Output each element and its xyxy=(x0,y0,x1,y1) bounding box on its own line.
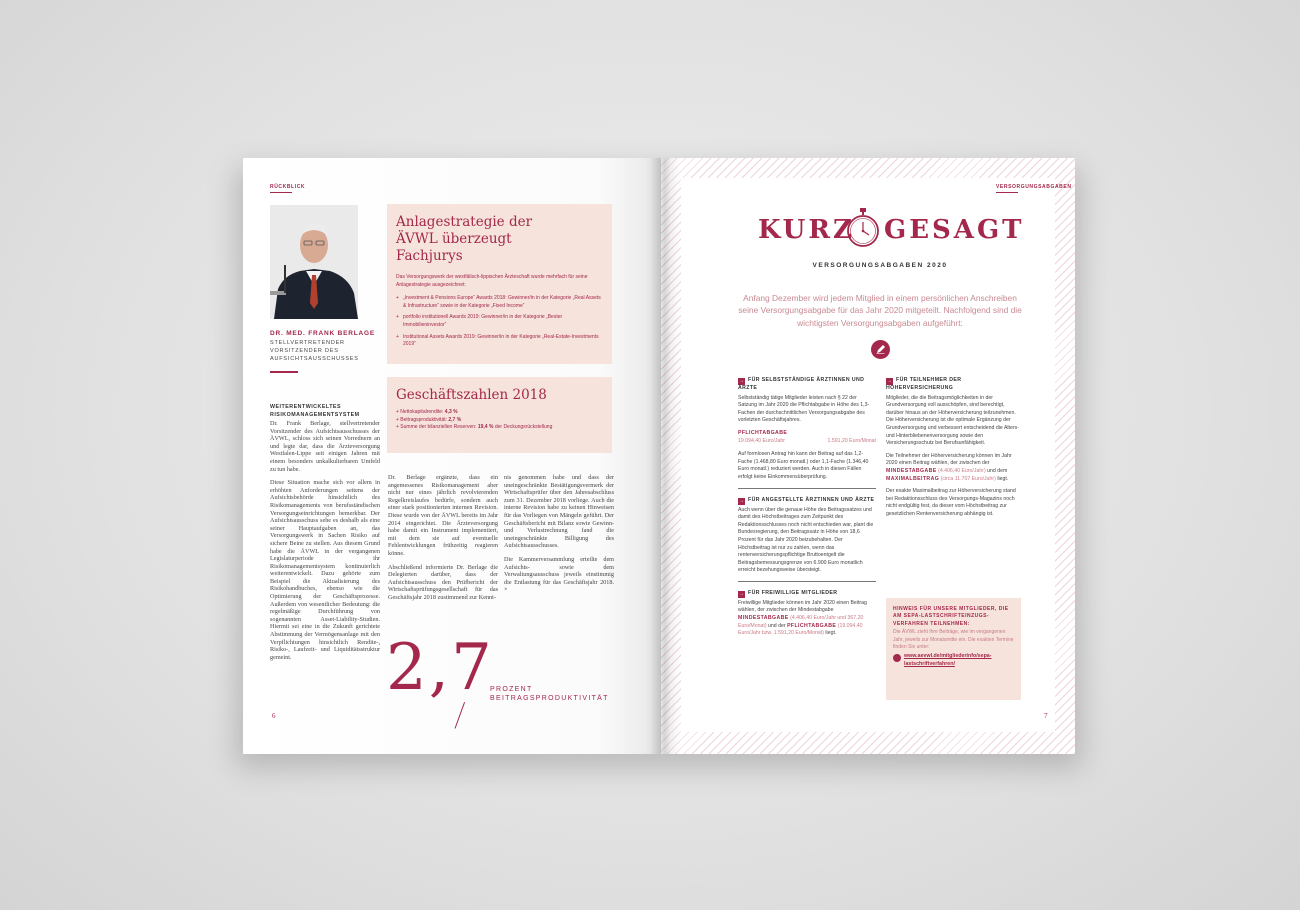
paragraph: Selbstständig tätige Mitglieder leisten nach § 22 der Satzung im Jahr 2020 die Pflichtabgabe in Höhe des 1,3-Fachen der durchschnittlichen Versorgungsabgabe des vorletzten Geschäftsjahres. xyxy=(738,394,870,424)
block-heading-text: FÜR FREIWILLIGE MITGLIEDER xyxy=(748,589,838,596)
stopwatch-icon xyxy=(846,208,880,248)
arrow-icon: → xyxy=(886,378,893,384)
awards-box-intro: Das Versorgungswerk der westfälisch-lippischen Ärzteschaft wurde mehrfach für seine Anlagestrategie ausgezeichnet: xyxy=(396,274,588,288)
hint-text: Die ÄVWL zieht Ihre Beiträge, wie im vergangenen Jahr, jeweils zur Monatsmitte ein. Die exakten Termine finden Sie unter: xyxy=(893,629,1014,651)
article-column-2 xyxy=(388,474,498,608)
paragraph: nis genommen habe und dass der uneingeschränkte Bestätigungsvermerk der Wirtschaftsprüfer über den Jahresabschluss zum 31. Dezember 2018 vorliege. Auch die interne Revision habe zu keinen Hinweisen für das Vorliegen von Mängeln geführt. Der Geschäftsbericht mit Bilanz sowie Gewinn- und Verlustrechnung fand die uneingeschränkte Billigung des Aufsichtsausschusses. xyxy=(504,474,614,550)
column-right xyxy=(886,377,1021,524)
text: und dem xyxy=(987,467,1008,474)
figures-item-suffix: der Deckungsrückstellung xyxy=(494,424,553,431)
awards-item: + portfolio institutionell Awards 2019: Gewinner/in in der Kategorie „Bester Immobilieninvestor“ xyxy=(396,314,563,328)
caption-name: DR. MED. FRANK BERLAGE xyxy=(270,330,375,337)
hint-link-row xyxy=(893,653,1014,668)
figures-box xyxy=(387,377,612,453)
paragraph xyxy=(886,453,1021,483)
awards-item: + „Investment & Pensions Europe“ Awards 2018: Gewinner/in in der Kategorie „Real Assets & Infrastructure“ sowie in der Kategorie „Fixed Income“ xyxy=(396,295,601,309)
big-label-line-1: PROZENT xyxy=(490,686,533,693)
value: (circa 11.707 Euro/Jahr) xyxy=(940,475,996,482)
value: (4.406,40 Euro/Jahr) xyxy=(938,467,986,474)
value: (4.406,40 Euro/Jahr und 367,20 Euro/Monat) xyxy=(738,615,864,629)
title-gesagt: GESAGT xyxy=(884,215,1025,245)
awards-item-text: Institutional Assets Awards 2019: Gewinner/in in der Kategorie „Real-Estate-Investments 2019“ xyxy=(403,333,599,348)
portrait-illustration xyxy=(270,205,358,319)
label-pflichtabgabe: PFLICHTABGABE xyxy=(787,622,837,629)
sepa-link[interactable]: www.aevwl.de/mitgliederinfo/sepa-lastschriftverfahren/ xyxy=(904,653,992,668)
subhead-risk: WEITERENTWICKELTES RISIKOMANAGEMENTSYSTEM xyxy=(270,404,360,418)
text: Die Teilnehmer der Höherversicherung können im Jahr 2020 einen Beitrag wählen, der zwischen der xyxy=(886,452,1012,467)
sepa-hint-box xyxy=(886,598,1021,700)
divider xyxy=(738,488,876,489)
paragraph: Die Kammerversammlung erteilte dem Aufsichts- sowie dem Verwaltungsausschuss jeweils einstimmig die Entlastung für das Geschäftsjahr 2018. × xyxy=(504,555,614,594)
caption-divider xyxy=(270,371,298,373)
awards-item: + Institutional Assets Awards 2019: Gewinner/in in der Kategorie „Real-Estate-Investments 2019“ xyxy=(396,333,599,348)
label-pflichtabgabe: PFLICHTABGABE xyxy=(738,429,788,436)
block-heading-text: FÜR ANGESTELLTE ÄRZTINNEN UND ÄRZTE xyxy=(748,496,875,503)
figures-item xyxy=(396,424,603,432)
hint-heading: HINWEIS FÜR UNSERE MITGLIEDER, DIE AM SEPA-LASTSCHRIFTEINZUGS-VERFAHREN TEILNEHMEN: xyxy=(893,606,1009,627)
big-number: 2,7 xyxy=(386,631,494,705)
paragraph: Auf formlosen Antrag hin kann der Beitrag auf das 1,2-Fache (1.468,80 Euro monatl.) oder 1,1-Fache (1.346,40 Euro monatl.) reduziert werden. Auch in diesen Fällen erfolgt keine Einkommensüberprüfung. xyxy=(738,451,869,480)
caption-role: STELLVERTRETENDER VORSITZENDER DES AUFSICHTSAUSSCHUSSES xyxy=(270,340,359,363)
arrow-icon: → xyxy=(738,378,745,384)
awards-box xyxy=(387,204,612,364)
paragraph: Mitglieder, die die Beitragsmöglichkeiten in der Grundversorgung voll ausschöpfen, sind berechtigt, darüber hinaus an der Höherversicherung teilzunehmen. Die Höherversicherung ist die optimale Ergänzung der Grundversorgung und verbessert entscheidend die Alters- und Hinterbliebenenversorgung sowie den Versicherungsschutz bei Berufsunfähigkeit. xyxy=(886,394,1019,447)
freiwillige-text xyxy=(738,600,876,638)
awards-item-text: „Investment & Pensions Europe“ Awards 2018: Gewinner/in in der Kategorie „Real Assets & Infrastructure“ sowie in der Kategorie „Fixed Income“ xyxy=(403,295,601,309)
text: liegt. xyxy=(997,475,1009,482)
title-kurz: KURZ xyxy=(758,215,855,245)
page-number-left: 6 xyxy=(272,712,276,720)
paragraph: Dr. Frank Berlage, stellvertretender Vorsitzender des Aufsichtsausschusses der ÄVWL, schloss sich seinen Vorrednern an und legte dar, dass die Ärzteversorgung Westfalen-Lippe seit einigen Jahren mit einem besonders unkalkulierbaren Umfeld zu tun habe. xyxy=(270,420,380,473)
value-year: 19.094,40 Euro/Jahr xyxy=(738,437,786,444)
block-heading-text: FÜR TEILNEHMER DER HÖHERVERSICHERUNG xyxy=(886,377,962,391)
figures-box-title: Geschäftszahlen 2018 xyxy=(396,387,547,403)
text: liegt. xyxy=(825,630,837,637)
figures-item xyxy=(396,409,603,417)
awards-box-title: Anlagestrategie der ÄVWL überzeugt Fachjurys xyxy=(396,214,533,264)
value: (19.094,40 Euro/Jahr bzw. 1.591,20 Euro/Monat) xyxy=(738,622,863,637)
figures-item-label: + Nettokapitalrendite: xyxy=(396,409,444,415)
label-mindestabgabe: MINDESTABGABE xyxy=(738,615,789,622)
paragraph: Auch wenn über die genaue Höhe des Beitragssatzes und damit des Höchstbeitrages zum Zeitpunkt des Redaktionsschlusses noch nicht entschieden war, plant die Bundesregierung, den Beitragssatz in Höhe von 18,6 Prozent für das Jahr 2020 beizubehalten. Der Höchstbeitrag ist nur zu zahlen, wenn das rentenversicherungspflichtige Bruttoentgelt die Beitragsbemessungsgrenze von 6.900 Euro monatlich erreicht bezehungsweise übersteigt. xyxy=(738,506,874,574)
pen-icon xyxy=(871,340,890,359)
block-heading xyxy=(738,497,876,505)
intro-text: Anfang Dezember wird jedem Mitglied in einem persönlichen Anschreiben seine Versorgungsabgabe für das Jahr 2020 mitgeteilt. Nachfolgend sind die wichtigsten Versorgungsabgaben aufgeführt: xyxy=(738,293,1022,328)
value-row xyxy=(738,438,876,446)
figures-item-value: 4,3 % xyxy=(444,409,458,415)
label-mindestabgabe: MINDESTABGABE xyxy=(886,467,937,474)
text: und der xyxy=(768,622,786,629)
big-label-line-2: BEITRAGSPRODUKTIVITÄT xyxy=(490,695,609,702)
figures-item-value: 2,7 % xyxy=(448,416,462,423)
paragraph: Dr. Berlage ergänzte, dass ein angemessenes Risikomanagement aber nicht nur eines jährlich revolvierenden Regelkreislaufes bedürfe, sondern auch einer stark positionierten internen Revision. Diese wurde von der ÄVWL bereits im Jahr 2014 eingerichtet. Die Ärzteversorgung habe damit ein Instrument implementiert, mit dem sie auf eventuelle Fehlentwicklungen frühzeitig reagieren könne. xyxy=(388,474,498,557)
link-arrow-icon xyxy=(893,654,901,662)
paragraph: Abschließend informierte Dr. Berlage die Delegierten darüber, dass der Aufsichtsausschuss den Prüfbericht der Wirtschaftsprüfungsgesellschaft für das Geschäftsjahr 2018 zustimmend zur Kennt- xyxy=(388,563,498,601)
portrait-photo xyxy=(270,205,358,319)
figures-item-value: 19,4 % xyxy=(477,424,494,431)
block-heading xyxy=(738,377,876,393)
figures-item-label: + Beitragsproduktivität: xyxy=(396,416,447,423)
page-number-right: 7 xyxy=(1044,712,1048,720)
pen-glyph xyxy=(871,340,890,359)
section-tag-rueckblick: RÜCKBLICK xyxy=(270,184,305,193)
block-heading xyxy=(886,377,1021,393)
article-column-3 xyxy=(504,474,614,600)
figures-item-label: + Summe der bilanziellen Reserven: xyxy=(396,424,477,431)
divider xyxy=(738,581,876,582)
subtitle: VERSORGUNGSABGABEN 2020 xyxy=(812,262,948,269)
big-number-label xyxy=(490,685,609,703)
article-column-1 xyxy=(270,420,380,667)
text: Freiwillige Mitglieder können im Jahr 2020 einen Beitrag wählen, der zwischen der Mindestabgabe xyxy=(738,599,867,614)
figures-item xyxy=(396,417,603,425)
column-left xyxy=(738,377,876,638)
arrow-icon: → xyxy=(738,497,745,504)
paragraph: Diese Situation mache sich vor allem in erhöhten Anforderungen seitens der Aufsichtsbehörde hinsichtlich des Risikomanagements von berufsständischen Versorgungseinrichtungen bemerkbar. Der Aufsichtsausschuss sehe es deshalb als eine seiner Hauptaufgaben an, das Versorgungswerk in Sachen Risiko auf sichere Beine zu stellen. Aus diesem Grund habe die ÄVWL in der vergangenen Legislaturperiode ihr Risikomanagementsystem kontinuierlich weiterentwickelt. Dazu gehörte zum Beispiel die Aktualisierung des Risikohandbuches, ebenso wie die Optimierung der Geschäftsprozesse. Außerdem von wesentlicher Bedeutung: die regelmäßige Durchführung von sogenannten Asset-Liability-Studien. Hiermit sei eine in die Zukunft gerichtete Abstimmung der Vermögensanlage mit den Verpflichtungen hinsichtlich Rendite-, Risiko-, Laufzeit- und Liquiditätsstruktur gemeint. xyxy=(270,479,380,661)
value-month: 1.591,20 Euro/Monat xyxy=(827,437,876,444)
paragraph: Der exakte Maximalbeitrag zur Höherversicherung stand bei Redaktionsschluss des Versorgungs-Magazins noch nicht endgültig fest, da dieser vom Höchstbeitrag zur gesetzlichen Rentenversicherung abhängig ist. xyxy=(886,488,1016,517)
arrow-icon: → xyxy=(738,590,745,597)
block-heading xyxy=(738,590,876,598)
section-tag-versorgungsabgaben: VERSORGUNGSABGABEN xyxy=(996,184,1072,193)
block-heading-text: FÜR SELBSTSTÄNDIGE ÄRZTINNEN UND ÄRZTE xyxy=(738,377,865,391)
label-maximalbeitrag: MAXIMALBEITRAG xyxy=(886,475,940,482)
awards-item-text: portfolio institutionell Awards 2019: Gewinner/in in der Kategorie „Bester Immobilieninvestor“ xyxy=(403,314,563,328)
